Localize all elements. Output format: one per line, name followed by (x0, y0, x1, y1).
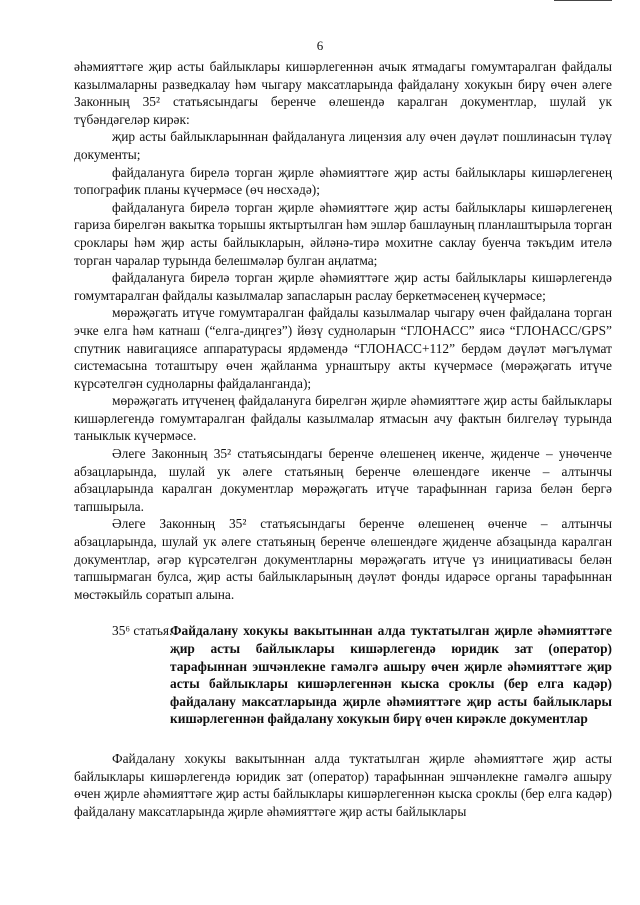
article-title: Файдалану хокукы вакытыннан алда туктатылган җирле әһәмияттәге җир асты байлыклары кишәрлегендә юридик зат (оператор) тарафыннан эшчәнлекне гамәлгә ашыру өчен җирле әһәмияттәге җир асты байлыклары кишәрлегеннән кыска сроклы (бер елга кадәр) файдалану максатларында җирле әһәмияттәге җир асты байлыклары кишәрлегеннән файдалану хокукын бирү өчен кирәкле документлар (170, 623, 612, 727)
paragraph-1: әһәмияттәге җир асты байлыклары кишәрлегеннән ачык ятмадагы гомумтаралган файдалы казылмаларны разведкалау һәм чыгару максатларында файдалану хокукын бирү өчен әлеге Законның 35² статьясындагы беренче өлешендә каралган документлар, шулай ук түбәндәгеләр кирәк: (74, 59, 612, 127)
paragraph-7: мөрәҗәгать итүченең файдалануга бирелгән җирле әһәмияттәге җир асты байлыклары кишәрлегендә гомумтаралган файдалы казылмалар ятмасын ачу фактын билгеләү турында таныклык күчермәсе. (74, 393, 612, 444)
header-rule (554, 0, 612, 1)
article-heading (74, 622, 612, 728)
paragraph-10: Файдалану хокукы вакытыннан алда туктатылган җирле әһәмияттәге җир асты байлыклары кишәрлегендә юридик зат (оператор) тарафыннан эшчәнлекне гамәлгә ашыру өчен җирле әһәмияттәге җир асты байлыклары кишәрлегеннән кыска сроклы (бер елга кадәр) файдалану максатларында җирле әһәмияттәге җир асты байлыклары (74, 750, 612, 819)
paragraph-4: файдалануга бирелә торган җирле әһәмияттәге җир асты байлыклары кишәрлегенең гариза бирелгән вакытка торышы яктыртылган һәм эшләр башлауның планлаштырыла торган сроклары һәм җир асты байлыкларын, әйләнә-тирә мохитне саклау буенча тәкъдим ителә торган чаралар турында белешмәләр булган аңлатма; (74, 199, 612, 268)
paragraph-3: файдалануга бирелә торган җирле әһәмияттәге җир асты байлыклары кишәрлегенең топографик планы күчермәсе (өч нөсхәдә); (74, 164, 612, 198)
paragraph-5: файдалануга бирелә торган җирле әһәмияттәге җир асты байлыклары кишәрлегендә гомумтаралган файдалы казылмалар запасларын раслау беркетмәсенең күчермәсе; (74, 270, 612, 303)
paragraph-8: Әлеге Законның 35² статьясындагы беренче өлешенең икенче, җиденче – унөченче абзацларында, шулай ук әлеге статьяның беренче өлешендәге икенче – алтынчы абзацларында каралган документлар мөрәҗәгать итүче тарафыннан гариза белән бергә тапшырыла. (74, 446, 612, 514)
document-body (74, 58, 612, 820)
paragraph-2: җир асты байлыкларыннан файдалануга лицензия алу өчен дәүләт пошлинасын түләү документы; (74, 129, 612, 162)
article-number: 35⁶ статья. (112, 623, 173, 639)
paragraph-9: Әлеге Законның 35² статьясындагы беренче өлешенең өченче – алтынчы абзацларында, шулай ук әлеге статьяның беренче өлешендәге җиденче абзацында каралган документлар, әгәр күрсәтелгән документларны мөрәҗәгать итүче үз инициативасы белән тапшырмаган булса, җир асты байлыкларының дәүләт фонды идарәсе органы тарафыннан мөстәкыйль соратып алына. (74, 516, 612, 602)
page-number: 6 (316, 38, 324, 53)
paragraph-6: мөрәҗәгать итүче гомумтаралган файдалы казылмалар чыгару өчен файдалана торган эчке елга һәм катнаш (“елга-диңгез”) йөзү судноларын “ГЛОНАСС” яисә “ГЛОНАСС/GPS” спутник навигациясе аппаратурасы ярдәмендә “ГЛОНАСС+112” бердәм дәүләт мәгълүмат системасына тоташтыру өчен җайланма урнаштыру акты күчермәсе (мөрәҗәгать итүче күрсәтелгән судноларны файдаланганда); (74, 305, 612, 391)
